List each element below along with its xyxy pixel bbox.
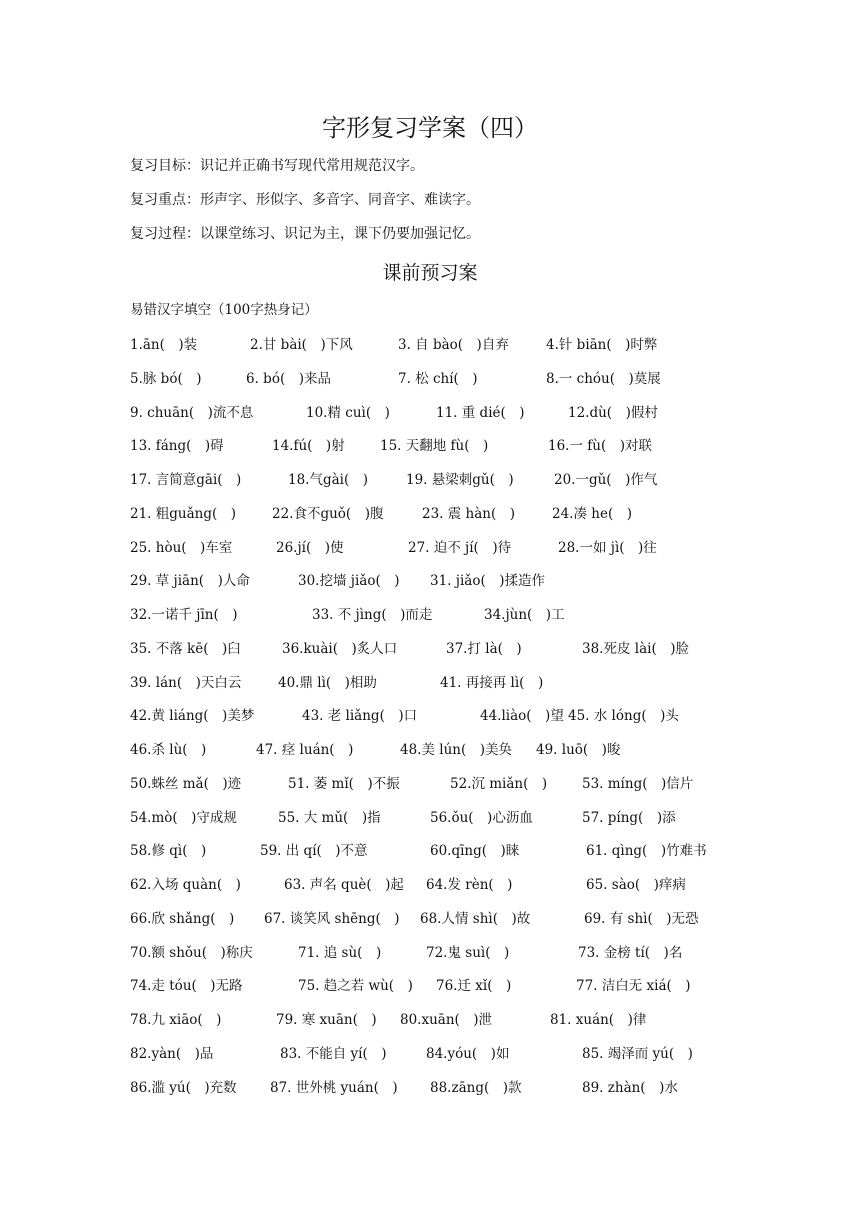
exercise-item: 23. 震 hàn( ) [422,505,516,522]
exercise-item: 76.迁 xǐ( ) [436,978,512,995]
review-process: 复习过程：以课堂练习、识记为主，课下仍要加强记忆。 [130,226,480,242]
exercise-item: 9. chuān( )流不息 [130,404,254,421]
exercise-row [130,840,730,862]
exercise-row [130,807,730,829]
exercise-item: 2.甘 bài( )下风 [250,337,353,353]
exercise-item: 6. bó( )来品 [246,370,331,387]
exercise-item: 3. 自 bào( )自弃 [398,337,509,353]
exercise-row [130,1043,730,1065]
exercise-item: 54.mò( )守成规 [130,809,237,826]
exercise-item: 5.脉 bó( ) [130,370,202,387]
exercise-row [130,469,730,491]
exercise-item: 62.入场 quàn( ) [130,877,241,893]
exercise-item: 53. míng( )信片 [582,775,694,792]
exercise-item: 35. 不落 kē( )臼 [130,640,241,657]
exercise-item: 16.一 fù( )对联 [548,438,652,455]
exercise-row [130,604,730,626]
exercise-row [130,1077,730,1099]
exercise-item: 14.fú( )射 [272,438,345,455]
exercise-item: 11. 重 dié( ) [436,404,525,421]
exercise-item: 27. 迫不 jí( )待 [408,539,512,556]
exercise-item: 1.ān( )装 [130,337,198,353]
exercise-item: 79. 寒 xuān( ) [276,1012,377,1028]
exercise-item: 47. 痉 luán( ) [256,742,354,758]
exercise-item: 34.jùn( )工 [484,607,565,623]
review-goal: 复习目标：识记并正确书写现代常用规范汉字。 [130,158,424,174]
exercise-item: 71. 追 sù( ) [298,944,382,961]
exercise-row [130,705,730,727]
exercise-row [130,402,730,424]
exercise-item: 45. 水 lóng( )头 [568,708,679,725]
exercise-item: 43. 老 liǎng( )口 [302,708,418,725]
exercise-item: 52.沉 miǎn( ) [450,775,548,792]
exercise-row [130,503,730,525]
exercise-row [130,975,730,997]
exercise-item: 10.精 cuì( ) [306,404,390,421]
exercise-item: 86.滥 yú( )充数 [130,1079,237,1096]
exercise-item: 55. 大 mǔ( )指 [278,809,381,826]
exercise-item: 42.黄 liáng( )美梦 [130,708,255,725]
exercise-item: 61. qìng( )竹难书 [586,843,707,860]
exercise-item: 32.一诺千 jīn( ) [130,607,238,623]
exercise-row [130,773,730,795]
exercise-item: 31. jiǎo( )揉造作 [430,573,545,590]
exercise-item: 56.ǒu( )心沥血 [430,809,533,826]
exercise-item: 4.针 biān( )时弊 [546,337,658,353]
exercise-item: 15. 天翻地 fù( ) [380,438,489,455]
exercise-item: 21. 粗guǎng( ) [130,505,237,522]
exercise-item: 18.气gài( ) [288,472,369,488]
exercise-item: 30.挖墙 jiǎo( ) [298,573,400,590]
exercise-item: 77. 洁白无 xiá( ) [576,978,691,995]
exercise-item: 24.凑 he( ) [552,505,632,522]
exercise-row [130,334,730,356]
exercise-row [130,874,730,896]
exercise-item: 87. 世外桃 yuán( ) [270,1079,398,1096]
exercise-item: 74.走 tóu( )无路 [130,978,243,995]
exercise-item: 67. 谈笑风 shēng( ) [264,910,400,927]
exercise-item: 82.yàn( )品 [130,1045,214,1062]
exercise-item: 40.鼎 lì( )相助 [278,674,377,691]
exercise-row [130,537,730,559]
exercise-item: 75. 趋之若 wù( ) [298,978,413,995]
exercise-item: 38.死皮 lài( )脸 [582,640,689,657]
exercise-item: 22.食不guǒ( )腹 [272,505,384,522]
exercise-item: 50.蛛丝 mǎ( )迹 [130,775,242,792]
exercise-item: 13. fáng( )碍 [130,438,224,455]
exercise-item: 65. sào( )痒病 [586,877,686,893]
exercise-item: 37.打 là( ) [446,640,522,657]
exercise-item: 12.dù( )假村 [568,404,658,421]
exercise-item: 29. 草 jiān( )人命 [130,573,250,590]
exercise-item: 7. 松 chí( ) [398,370,478,387]
exercise-item: 44.liào( )望 [480,708,564,725]
exercise-item: 81. xuán( )律 [550,1012,647,1028]
exercise-row [130,570,730,592]
exercise-item: 17. 言简意gāi( ) [130,472,242,488]
exercise-item: 36.kuài( )炙人口 [282,640,398,657]
exercise-item: 69. 有 shì( )无恐 [584,910,699,927]
exercise-item: 78.九 xiāo( ) [130,1012,222,1028]
exercise-item: 70.额 shǒu( )称庆 [130,944,253,961]
exercise-item: 26.jí( )使 [276,539,344,556]
exercise-item: 64.发 rèn( ) [426,877,513,893]
exercise-row [130,368,730,390]
exercise-item: 89. zhàn( )水 [582,1079,678,1096]
exercise-item: 8.一 chóu( )莫展 [546,370,661,387]
exercise-item: 46.杀 lù( ) [130,742,207,758]
exercise-item: 51. 萎 mǐ( )不振 [288,775,400,792]
exercise-item: 59. 出 qí( )不意 [260,843,368,860]
exercise-heading: 易错汉字填空（100字热身记） [130,302,318,318]
exercise-row [130,672,730,694]
exercise-item: 60.qīng( )睐 [430,843,520,860]
exercise-item: 28.一如 jì( )往 [558,539,657,556]
exercise-item: 83. 不能自 yí( ) [280,1045,387,1062]
page-title: 字形复习学案（四） [322,114,538,142]
exercise-item: 66.欣 shǎng( ) [130,910,235,927]
exercise-item: 63. 声名 què( )起 [284,877,404,893]
exercise-item: 80.xuān( )泄 [400,1012,493,1028]
exercise-item: 49. luō( )唆 [536,742,621,758]
exercise-row [130,739,730,761]
exercise-item: 73. 金榜 tí( )名 [578,944,683,961]
exercise-item: 39. lán( )天白云 [130,674,242,691]
exercise-row [130,435,730,457]
exercise-item: 33. 不 jìng( )而走 [312,607,433,623]
exercise-item: 68.人情 shì( )故 [420,910,531,927]
exercise-item: 20.一gǔ( )作气 [554,472,658,488]
exercise-row [130,638,730,660]
exercise-item: 41. 再接再 lì( ) [440,674,544,691]
exercise-item: 19. 悬梁刺gǔ( ) [406,472,514,488]
exercise-item: 57. píng( )添 [582,809,676,826]
exercise-item: 48.美 lún( )美奂 [400,742,513,758]
exercise-item: 58.修 qì( ) [130,843,207,860]
exercise-item: 84.yóu( )如 [426,1045,510,1062]
exercise-item: 85. 竭泽而 yú( ) [582,1045,693,1062]
exercise-row [130,942,730,964]
exercise-item: 88.zāng( )款 [430,1079,522,1096]
review-focus: 复习重点：形声字、形似字、多音字、同音字、难读字。 [130,192,480,208]
exercise-row [130,1009,730,1031]
exercise-item: 72.鬼 suì( ) [426,944,510,961]
exercise-item: 25. hòu( )车室 [130,539,233,556]
section-title: 课前预习案 [382,262,478,284]
exercise-row [130,908,730,930]
